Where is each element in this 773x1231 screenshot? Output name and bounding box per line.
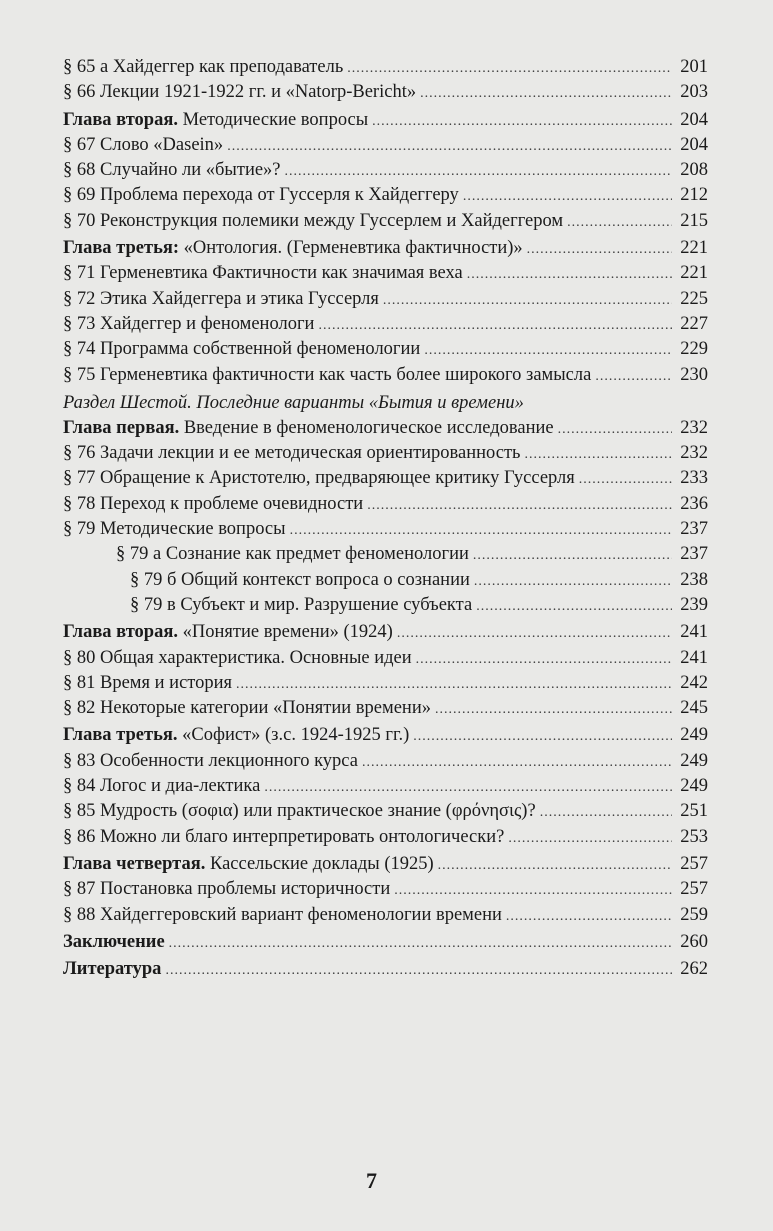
toc-page-number: 251	[680, 801, 708, 822]
toc-entry-title: § 86 Можно ли благо интерпретировать онтологически?	[63, 826, 505, 847]
toc-entry	[63, 799, 708, 824]
toc-entry	[63, 108, 708, 133]
toc-entry-title: § 73 Хайдеггер и феноменологи	[63, 313, 315, 334]
dot-leader	[285, 159, 672, 184]
toc-page-number: 230	[680, 364, 708, 385]
toc-page-number: 253	[680, 826, 708, 847]
dot-leader	[413, 724, 672, 749]
toc-entry-label	[63, 825, 504, 850]
dot-leader	[318, 313, 672, 338]
toc-page-number: 221	[680, 238, 708, 259]
toc-entry-label	[63, 183, 459, 208]
chapter-heading: Глава третья:	[63, 238, 180, 259]
toc-entry-label	[63, 696, 431, 721]
toc-entry-label	[63, 441, 521, 466]
toc-page-number: 232	[680, 417, 708, 438]
dot-leader	[467, 262, 672, 287]
toc-entry-label	[116, 542, 469, 567]
toc-entry-label	[130, 593, 472, 618]
toc-entry-label	[63, 158, 281, 183]
dot-leader	[474, 569, 672, 594]
toc-entry-title: § 70 Реконструкция полемики между Гуссерлем и Хайдеггером	[63, 210, 564, 231]
toc-entry	[63, 209, 708, 234]
dot-leader	[527, 237, 672, 262]
toc-entry	[63, 236, 708, 261]
dot-leader	[397, 621, 672, 646]
dot-leader	[558, 417, 672, 442]
toc-page-number: 239	[680, 594, 708, 615]
chapter-heading: Глава первая.	[63, 417, 180, 438]
toc-entry	[63, 593, 708, 618]
dot-leader	[540, 800, 672, 825]
dot-leader	[525, 442, 673, 467]
toc-entry-label	[63, 55, 343, 80]
toc-entry-title: § 65 а Хайдеггер как преподаватель	[63, 57, 344, 77]
toc-page-number: 233	[680, 468, 708, 489]
toc-entry-title: § 84 Логос и диа-лектика	[63, 776, 261, 797]
toc-entry-label	[63, 774, 260, 799]
toc-entry-title: Методические вопросы	[177, 109, 369, 130]
toc-page-number: 238	[680, 569, 708, 590]
chapter-heading: Глава третья.	[63, 725, 178, 746]
toc-entry-title: § 79 в Субъект и мир. Разрушение субъекта	[130, 594, 473, 615]
toc-entry	[63, 930, 708, 955]
toc-entry-title: § 88 Хайдеггеровский вариант феноменологии времени	[63, 904, 502, 925]
toc-entry	[63, 749, 708, 774]
toc-entry-title: § 75 Герменевтика фактичности как часть более широкого замысла	[63, 364, 592, 385]
dot-leader	[165, 958, 672, 983]
toc-entry-label	[63, 646, 412, 671]
toc-page-number: 257	[680, 853, 708, 874]
toc-page-number: 249	[680, 750, 708, 771]
dot-leader	[362, 750, 672, 775]
toc-entry-label	[63, 620, 393, 645]
dot-leader	[290, 518, 672, 543]
toc-page-number: 212	[680, 185, 708, 206]
dot-leader	[227, 134, 672, 159]
toc-page-number: 232	[680, 443, 708, 464]
toc-entry-label	[63, 80, 416, 105]
toc-entry-title: § 67 Слово «Dasein»	[63, 134, 224, 155]
toc-entry-title: § 85 Мудрость (σοφια) или практическое знание (φρόνησις)?	[63, 801, 536, 822]
toc-entry-label	[63, 363, 591, 388]
toc-page-number: 241	[680, 647, 708, 668]
toc-entry-label	[63, 671, 232, 696]
toc-page-number: 242	[680, 672, 708, 693]
toc-entry	[63, 466, 708, 491]
dot-leader	[347, 56, 672, 81]
dot-leader	[473, 543, 672, 568]
toc-entry-label	[63, 957, 161, 982]
toc-entry-label	[63, 723, 409, 748]
toc-entry	[63, 441, 708, 466]
toc-entry	[63, 312, 708, 337]
toc-entry	[63, 261, 708, 286]
dot-leader	[435, 697, 672, 722]
toc-entry-title: § 79 а Сознание как предмет феноменологии	[116, 544, 469, 565]
toc-block-2	[63, 416, 708, 983]
toc-entry-title: § 71 Герменевтика Фактичности как значимая веха	[63, 263, 463, 284]
dot-leader	[476, 594, 672, 619]
toc-entry	[63, 957, 708, 982]
toc-entry-label	[63, 209, 563, 234]
toc-page-number: 241	[680, 622, 708, 643]
toc-entry-title: § 87 Постановка проблемы историчности	[63, 879, 391, 900]
toc-entry-label	[63, 749, 358, 774]
toc-entry	[63, 80, 708, 105]
chapter-heading: Глава вторая.	[63, 622, 178, 643]
toc-entry	[63, 55, 708, 80]
toc-entry	[63, 696, 708, 721]
chapter-heading: Литература	[63, 959, 162, 980]
dot-leader	[169, 931, 672, 956]
toc-entry-title: § 69 Проблема перехода от Гуссерля к Хайдеггеру	[63, 185, 459, 206]
dot-leader	[420, 81, 672, 106]
toc-page-number: 201	[680, 57, 708, 77]
toc-page-number: 262	[680, 959, 708, 980]
toc-entry-label	[63, 312, 314, 337]
toc-page-number: 257	[680, 879, 708, 900]
toc-entry-title: § 74 Программа собственной феноменологии	[63, 339, 421, 360]
toc-entry-title: § 79 б Общий контекст вопроса о сознании	[130, 569, 470, 590]
dot-leader	[595, 364, 672, 389]
toc-page-number: 215	[680, 210, 708, 231]
dot-leader	[236, 672, 672, 697]
toc-entry-label	[63, 287, 379, 312]
toc-entry	[63, 542, 708, 567]
toc-entry	[63, 646, 708, 671]
dot-leader	[508, 826, 672, 851]
toc-entry	[63, 133, 708, 158]
toc-entry-title: «Софист» (з.с. 1924-1925 гг.)	[177, 725, 410, 746]
dot-leader	[383, 288, 672, 313]
toc-entry-label	[63, 236, 523, 261]
toc-entry-label	[130, 568, 470, 593]
toc-entry-title: § 66 Лекции 1921-1922 гг. и «Natorp-Bericht»	[63, 82, 417, 103]
table-of-contents	[63, 55, 708, 982]
toc-page-number: 221	[680, 263, 708, 284]
toc-entry	[63, 774, 708, 799]
toc-entry	[63, 158, 708, 183]
toc-page-number: 225	[680, 288, 708, 309]
toc-entry-title: Кассельские доклады (1925)	[205, 853, 434, 874]
toc-entry	[63, 363, 708, 388]
toc-entry-title: § 79 Методические вопросы	[63, 519, 286, 540]
toc-page-number: 204	[680, 109, 708, 130]
toc-entry	[63, 183, 708, 208]
toc-page-number: 227	[680, 313, 708, 334]
chapter-heading: Глава вторая.	[63, 109, 178, 130]
toc-block-1	[63, 55, 708, 388]
toc-entry-label	[63, 930, 165, 955]
toc-entry	[63, 517, 708, 542]
toc-page-number: 204	[680, 134, 708, 155]
toc-entry	[63, 877, 708, 902]
toc-entry	[63, 568, 708, 593]
toc-entry	[63, 620, 708, 645]
dot-leader	[579, 467, 672, 492]
toc-entry	[63, 825, 708, 850]
toc-entry-title: § 83 Особенности лекционного курса	[63, 750, 358, 771]
toc-page-number: 249	[680, 725, 708, 746]
toc-entry	[63, 416, 708, 441]
toc-entry-label	[63, 337, 420, 362]
dot-leader	[438, 853, 672, 878]
dot-leader	[463, 184, 672, 209]
toc-entry	[63, 287, 708, 312]
toc-page-number: 237	[680, 544, 708, 565]
chapter-heading: Глава четвертая.	[63, 853, 206, 874]
toc-entry-label	[63, 492, 363, 517]
toc-page-number: 236	[680, 493, 708, 514]
toc-entry-title: Введение в феноменологическое исследование	[179, 417, 554, 438]
dot-leader	[506, 904, 672, 929]
toc-entry-label	[63, 261, 463, 286]
toc-entry-label	[63, 517, 286, 542]
toc-entry	[63, 852, 708, 877]
toc-entry-title: § 76 Задачи лекции и ее методическая ориентированность	[63, 443, 521, 464]
dot-leader	[394, 878, 672, 903]
toc-entry-title: § 80 Общая характеристика. Основные идеи	[63, 647, 412, 668]
toc-entry	[63, 903, 708, 928]
toc-entry	[63, 723, 708, 748]
toc-page-number: 203	[680, 82, 708, 103]
toc-entry	[63, 671, 708, 696]
dot-leader	[367, 493, 672, 518]
toc-entry-title: «Понятие времени» (1924)	[177, 622, 393, 643]
toc-page-number: 260	[680, 931, 708, 952]
toc-entry-label	[63, 852, 434, 877]
toc-entry-label	[63, 877, 390, 902]
toc-entry-title: § 77 Обращение к Аристотелю, предваряющее критику Гуссерля	[63, 468, 575, 489]
toc-entry-label	[63, 466, 575, 491]
dot-leader	[424, 338, 672, 363]
toc-entry-title: § 78 Переход к проблеме очевидности	[63, 493, 364, 514]
chapter-heading: Заключение	[63, 931, 165, 952]
page-number: 7	[366, 1168, 377, 1193]
dot-leader	[416, 647, 672, 672]
toc-entry-label	[63, 416, 554, 441]
toc-page-number: 208	[680, 160, 708, 181]
toc-entry-label	[63, 108, 368, 133]
toc-entry	[63, 492, 708, 517]
toc-page-number: 249	[680, 776, 708, 797]
dot-leader	[372, 109, 672, 134]
toc-page-number: 245	[680, 698, 708, 719]
toc-entry-title: § 81 Время и история	[63, 672, 233, 693]
section-title: Раздел Шестой. Последние варианты «Бытия и времени»	[63, 392, 524, 413]
toc-entry-title: «Онтология. (Герменевтика фактичности)»	[179, 238, 523, 259]
dot-leader	[567, 210, 672, 235]
toc-entry-label	[63, 799, 536, 824]
toc-entry-label	[63, 133, 223, 158]
toc-page-number: 229	[680, 339, 708, 360]
toc-page-number: 237	[680, 519, 708, 540]
toc-entry-title: § 72 Этика Хайдеггера и этика Гуссерля	[63, 288, 379, 309]
toc-page-number: 259	[680, 904, 708, 925]
toc-entry	[63, 337, 708, 362]
dot-leader	[264, 775, 672, 800]
toc-entry-label	[63, 903, 502, 928]
toc-entry-title: § 68 Случайно ли «бытие»?	[63, 160, 281, 181]
toc-entry-title: § 82 Некоторые категории «Понятии времени»	[63, 698, 431, 719]
